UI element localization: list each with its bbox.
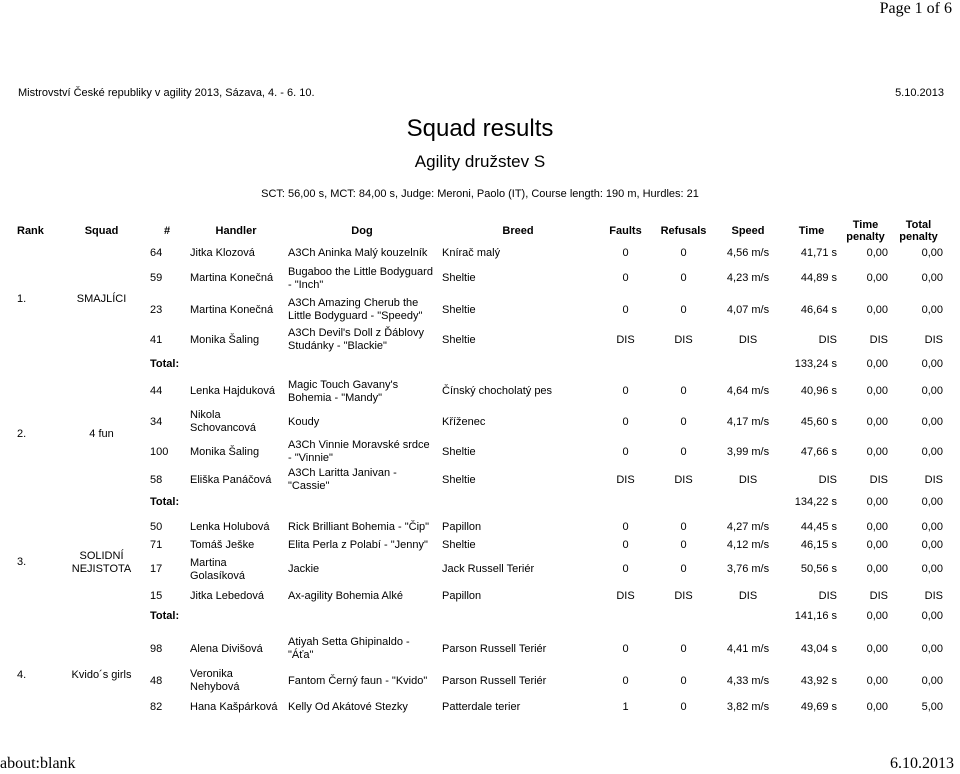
dog-name: Magic Touch Gavany's Bohemia - "Mandy" [288,378,399,404]
total-penalty: DIS [924,473,943,486]
footer-date: 6.10.2013 [890,755,954,772]
time: 43,04 s [800,642,837,655]
dog-name: A3Ch Vinnie Moravské srdce - "Vinnie" [288,439,430,464]
col-dog: Dog [351,224,373,237]
faults: 0 [622,538,629,551]
event-name: Mistrovství České republiky v agility 2013, Sázava, 4. - 6. 10. [18,87,315,99]
table-row [14,554,946,585]
breed: Sheltie [442,272,476,284]
refusals: 0 [680,445,687,458]
time: 44,89 s [800,272,837,284]
breed: Kříženec [442,415,486,428]
time-penalty: 0,00 [866,700,888,713]
time: 46,64 s [800,303,837,316]
col-time-penalty: Time penalty [846,219,885,243]
page-subtitle: Agility družstev S [414,152,546,171]
team-total-time-penalty: 0,00 [866,358,888,370]
time-penalty: 0,00 [866,415,888,428]
team-total-penalty: 0,00 [921,610,943,622]
speed: 3,99 m/s [726,445,770,458]
faults: 0 [622,642,629,655]
faults: 0 [622,246,629,259]
breed: Parson Russell Teriér [442,642,547,655]
dog-name: A3Ch Amazing Cherub the Little Bodyguard - "Speedy" [288,297,423,322]
speed: 4,12 m/s [726,538,770,551]
speed: 4,56 m/s [726,246,770,259]
results-table [14,218,946,718]
handler-name: Eliška Panáčová [190,473,272,486]
table-row [14,696,946,718]
speed: 4,33 m/s [726,674,770,687]
faults: DIS [616,333,635,346]
refusals: 0 [680,642,687,655]
total-label: Total: [150,358,180,370]
speed: 3,76 m/s [726,563,770,575]
team-total-time: 133,24 s [794,358,837,370]
faults: 1 [622,700,629,713]
speed: DIS [738,473,758,486]
time: DIS [818,473,837,486]
dog-name: A3Ch Aninka Malý kouzelník [288,246,428,259]
team-rank: 4. [17,668,27,681]
handler-name: Hana Kašpárková [190,700,278,713]
refusals: 0 [680,563,687,575]
team-total-row [14,355,946,374]
start-number: 71 [150,538,163,551]
table-row [14,536,946,554]
start-number: 23 [150,303,163,316]
team-total-row [14,493,946,512]
handler-name: Jitka Lebedová [190,589,264,602]
table-row [14,585,946,607]
time: DIS [818,333,837,346]
speed: DIS [738,589,758,602]
time-penalty: 0,00 [866,272,888,284]
speed: 3,82 m/s [726,700,770,713]
faults: 0 [622,303,629,316]
refusals: 0 [680,303,687,316]
breed: Sheltie [442,538,476,551]
faults: 0 [622,385,629,397]
table-row [14,467,946,493]
handler-name: Lenka Holubová [190,520,270,533]
team-total-penalty: 0,00 [921,358,943,370]
table-row [14,244,946,262]
time: 50,56 s [800,563,837,575]
page-number: Page 1 of 6 [879,0,952,17]
spacer [14,607,147,626]
time-penalty: 0,00 [866,385,888,397]
faults: 0 [622,520,629,533]
start-number: 82 [150,700,163,713]
time: 49,69 s [800,700,837,713]
dog-name: Rick Brilliant Bohemia - "Čip" [288,520,430,533]
total-label: Total: [150,496,180,508]
col-refusals: Refusals [660,224,707,237]
faults: DIS [616,473,635,486]
handler-name: Tomáš Ješke [190,538,255,551]
team-rank: 1. [17,293,27,305]
time-penalty: DIS [869,333,888,346]
col-time: Time [798,224,825,237]
handler-name: Veronika Nehybová [190,668,240,693]
faults: 0 [622,415,629,428]
total-label: Total: [150,610,180,622]
col-handler: Handler [215,224,257,237]
time: 43,92 s [800,674,837,687]
faults: DIS [616,589,635,602]
time-penalty: 0,00 [866,674,888,687]
handler-name: Jitka Klozová [190,246,255,259]
refusals: 0 [680,415,687,428]
faults: 0 [622,674,629,687]
page-title: Squad results [406,115,554,142]
refusals: 0 [680,246,687,259]
dog-name: A3Ch Devil's Doll z Ďáblovy Studánky - "Blackie" [288,327,424,352]
team-total-time-penalty: 0,00 [866,610,888,622]
table-row [14,632,946,666]
handler-name: Lenka Hajduková [190,385,276,397]
handler-name: Martina Konečná [190,272,274,284]
handler-name: Alena Divišová [190,642,263,655]
time-penalty: DIS [869,473,888,486]
speed: 4,17 m/s [726,415,770,428]
breed: Sheltie [442,445,476,458]
dog-name: Bugaboo the Little Bodyguard - "Inch" [288,265,433,291]
speed: 4,27 m/s [726,520,770,533]
table-row [14,262,946,295]
table-header-row [14,218,946,244]
breed: Papillon [442,520,482,533]
breed: Čínský chocholatý pes [442,385,553,397]
time-penalty: DIS [869,589,888,602]
breed: Jack Russell Teriér [442,563,535,575]
faults: 0 [622,445,629,458]
time-penalty: 0,00 [866,445,888,458]
time-penalty: 0,00 [866,563,888,575]
col-faults: Faults [609,224,642,237]
dog-name: Fantom Černý faun - "Kvido" [288,674,428,687]
col-rank: Rank [17,224,44,237]
start-number: 98 [150,642,163,655]
start-number: 64 [150,246,163,259]
start-number: 15 [150,589,163,602]
team-name: 4 fun [89,428,114,440]
col-number: # [163,224,171,237]
faults: 0 [622,272,629,284]
col-speed: Speed [731,224,765,237]
dog-name: A3Ch Laritta Janivan - "Cassie" [288,467,397,492]
team-total-penalty: 0,00 [921,496,943,508]
total-penalty: 0,00 [921,642,943,655]
total-penalty: 5,00 [921,700,943,713]
speed: 4,23 m/s [726,272,770,284]
total-penalty: 0,00 [921,445,943,458]
dog-name: Kelly Od Akátové Stezky [288,700,408,713]
handler-name: Martina Golasíková [190,556,246,582]
time: 40,96 s [800,385,837,397]
start-number: 17 [150,563,163,575]
team-total-time: 141,16 s [794,610,837,622]
breed: Parson Russell Teriér [442,674,547,687]
refusals: 0 [680,385,687,397]
team-total-row [14,607,946,626]
table-row [14,437,946,467]
time: DIS [818,589,837,602]
start-number: 59 [150,272,163,284]
breed: Knírač malý [442,246,501,259]
dog-name: Elita Perla z Polabí - "Jenny" [288,538,428,551]
footer-url: about:blank [0,755,76,772]
breed: Sheltie [442,473,476,486]
breed: Sheltie [442,303,476,316]
dog-name: Koudy [288,415,320,428]
refusals: 0 [680,538,687,551]
team-name: SOLIDNÍ NEJISTOTA [71,549,132,575]
total-penalty: 0,00 [921,538,943,551]
total-penalty: 0,00 [921,246,943,259]
time-penalty: 0,00 [866,642,888,655]
start-number: 58 [150,473,163,486]
speed: DIS [738,333,758,346]
speed: 4,64 m/s [726,385,770,397]
col-squad: Squad [84,224,119,237]
dog-name: Atiyah Setta Ghipinaldo - "Áťa" [288,636,410,661]
team-total-time-penalty: 0,00 [866,496,888,508]
total-penalty: 0,00 [921,520,943,533]
faults: 0 [622,563,629,575]
speed: 4,41 m/s [726,642,770,655]
handler-name: Nikola Schovancová [190,409,257,434]
handler-name: Monika Šaling [190,333,260,346]
team-rank: 3. [17,556,27,568]
refusals: 0 [680,272,687,284]
start-number: 34 [150,415,163,428]
total-penalty: 0,00 [921,415,943,428]
time-penalty: 0,00 [866,303,888,316]
refusals: 0 [680,674,687,687]
breed: Patterdale terier [442,700,521,713]
table-row [14,666,946,696]
time: 41,71 s [800,246,837,259]
col-total-penalty: Total penalty [899,219,938,243]
table-row [14,518,946,536]
time-penalty: 0,00 [866,246,888,259]
handler-name: Martina Konečná [190,303,274,316]
spacer [14,355,147,374]
time: 45,60 s [800,415,837,428]
breed: Papillon [442,589,482,602]
refusals: DIS [674,589,693,602]
team-total-time: 134,22 s [794,496,837,508]
time: 47,66 s [800,445,837,458]
course-info: SCT: 56,00 s, MCT: 84,00 s, Judge: Meroni, Paolo (IT), Course length: 190 m, Hurdles: 21 [261,188,699,200]
total-penalty: DIS [924,333,943,346]
refusals: DIS [674,333,693,346]
dog-name: Ax-agility Bohemia Alké [288,589,403,602]
refusals: 0 [680,520,687,533]
refusals: 0 [680,700,687,713]
start-number: 44 [150,385,163,397]
start-number: 41 [150,333,163,346]
total-penalty: 0,00 [921,674,943,687]
total-penalty: 0,00 [921,385,943,397]
total-penalty: 0,00 [921,563,943,575]
dog-name: Jackie [288,563,320,575]
start-number: 100 [150,445,169,458]
team-name: Kvido´s girls [71,668,132,681]
table-row [14,376,946,407]
handler-name: Monika Šaling [190,445,260,458]
time-penalty: 0,00 [866,538,888,551]
time: 46,15 s [800,538,837,551]
spacer [14,493,147,512]
total-penalty: DIS [924,589,943,602]
col-breed: Breed [502,224,534,237]
event-date: 5.10.2013 [895,87,944,99]
table-row [14,407,946,437]
refusals: DIS [674,473,693,486]
table-row [14,295,946,325]
team-name: SMAJLÍCI [76,293,127,305]
start-number: 48 [150,674,163,687]
breed: Sheltie [442,333,476,346]
table-row [14,325,946,355]
time-penalty: 0,00 [866,520,888,533]
time: 44,45 s [800,520,837,533]
speed: 4,07 m/s [726,303,770,316]
total-penalty: 0,00 [921,303,943,316]
team-rank: 2. [17,428,27,440]
start-number: 50 [150,520,163,533]
total-penalty: 0,00 [921,272,943,284]
